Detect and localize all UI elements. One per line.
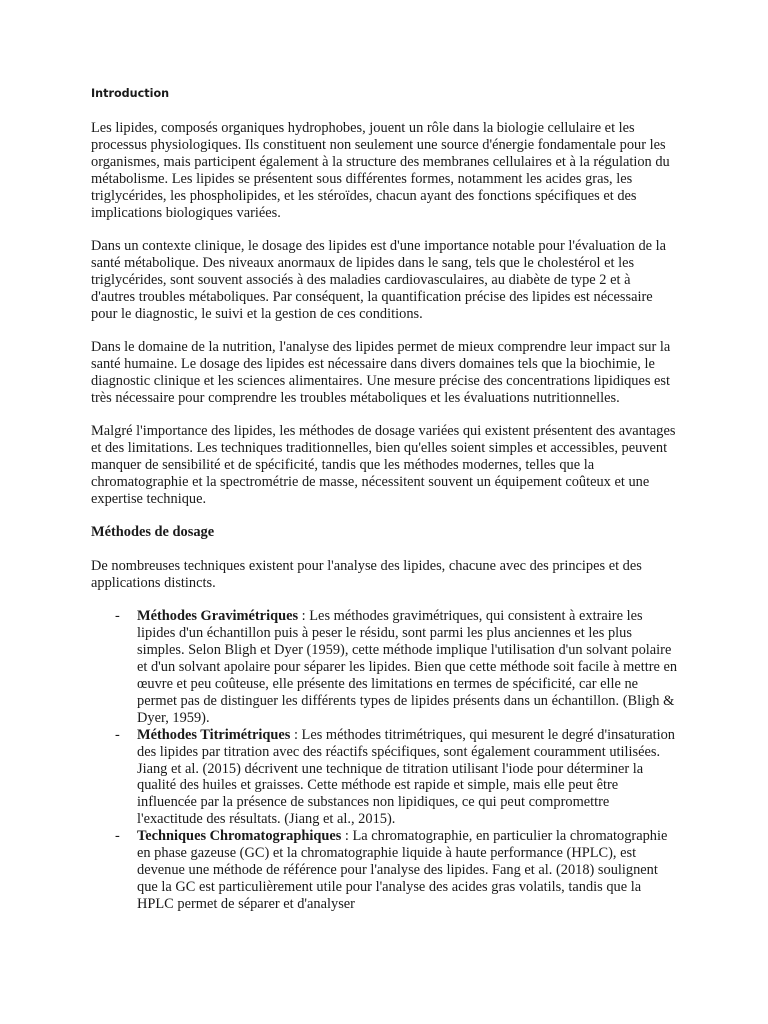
methods-list (91, 608, 678, 912)
bullet-marker: - (115, 608, 120, 625)
method-term: Méthodes Titrimétriques (137, 726, 291, 743)
intro-paragraph: Dans le domaine de la nutrition, l'analyse des lipides permet de mieux comprendre leur impact sur la santé humaine. Le dosage des lipides est nécessaire dans divers domaines tels que la biochimie, le diagnostic clinique et les sciences alimentaires. Une mesure précise des concentrations lipidiques est très nécessaire pour comprendre les troubles métaboliques et les évaluations nutritionnelles. (91, 338, 671, 406)
method-text: : Les méthodes titrimétriques, qui mesurent le degré d'insaturation des lipides par titration avec des réactifs spécifiques, sont également couramment utilisées. Jiang et al. (2015) décrivent une technique de titration utilisant l'iode pour déterminer la qualité des huiles et graisses. Cette méthode est rapide et simple, mais elle peut être influencée par la présence de substances non lipidiques, ce qui peut compromettre l'exactitude des résultats. (Jiang et al., 2015). (137, 726, 676, 828)
method-text: : La chromatographie, en particulier la chromatographie en phase gazeuse (GC) et la chromatographie liquide à haute performance (HPLC), est devenue une méthode de référence pour l'analyse des lipides. Fang et al. (2018) soulignent que la GC est particulièrement utile pour l'analyse des acides gras volatils, tandis que la HPLC permet de séparer et d'analyser (137, 828, 668, 912)
intro-heading: Introduction (91, 87, 170, 100)
methods-heading: Méthodes de dosage (91, 524, 215, 541)
bullet-marker: - (115, 726, 120, 743)
list-item (91, 727, 678, 828)
list-item (91, 828, 678, 913)
list-item (91, 608, 678, 726)
intro-paragraph: Les lipides, composés organiques hydrophobes, jouent un rôle dans la biologie cellulaire et les processus physiologiques. Ils constituent non seulement une source d'énergie fondamentale pour les organismes, mais participent également à la structure des membranes cellulaires et à la régulation du métabolisme. Les lipides se présentent sous différentes formes, notamment les acides gras, les triglycérides, les phospholipides, et les stéroïdes, chacun ayant des fonctions spécifiques et des implications biologiques variées. (91, 120, 670, 221)
intro-paragraph: Malgré l'importance des lipides, les méthodes de dosage variées qui existent présentent des avantages et des limitations. Les techniques traditionnelles, bien qu'elles soient simples et accessibles, peuvent manquer de sensibilité et de spécificité, tandis que les méthodes modernes, telles que la chromatographie et la spectrométrie de masse, nécessitent souvent un équipement coûteux et une expertise technique. (91, 423, 676, 507)
intro-paragraph: Dans un contexte clinique, le dosage des lipides est d'une importance notable pour l'évaluation de la santé métabolique. Des niveaux anormaux de lipides dans le sang, tels que le cholestérol et les triglycérides, sont souvent associés à des maladies cardiovasculaires, au diabète de type 2 et à d'autres troubles métaboliques. Par conséquent, la quantification précise des lipides est nécessaire pour le diagnostic, le suivi et la gestion de ces conditions. (91, 237, 667, 322)
methods-intro: De nombreuses techniques existent pour l'analyse des lipides, chacune avec des principes et des applications distincts. (91, 558, 642, 591)
method-term: Techniques Chromatographiques (137, 828, 342, 845)
bullet-marker: - (115, 828, 120, 845)
method-term: Méthodes Gravimétriques (137, 608, 299, 625)
method-text: : Les méthodes gravimétriques, qui consistent à extraire les lipides d'un échantillon puis à peser le résidu, sont parmi les plus anciennes et les plus simples. Selon Bligh et Dyer (1959), cette méthode implique l'utilisation d'un solvant polaire et d'un solvant apolaire pour séparer les lipides. Bien que cette méthode soit facile à mettre en œuvre et peu coûteuse, elle présente des limitations en termes de spécificité, car elle ne permet pas de distinguer les différents types de lipides présents dans un échantillon. (Bligh & Dyer, 1959). (137, 608, 678, 726)
